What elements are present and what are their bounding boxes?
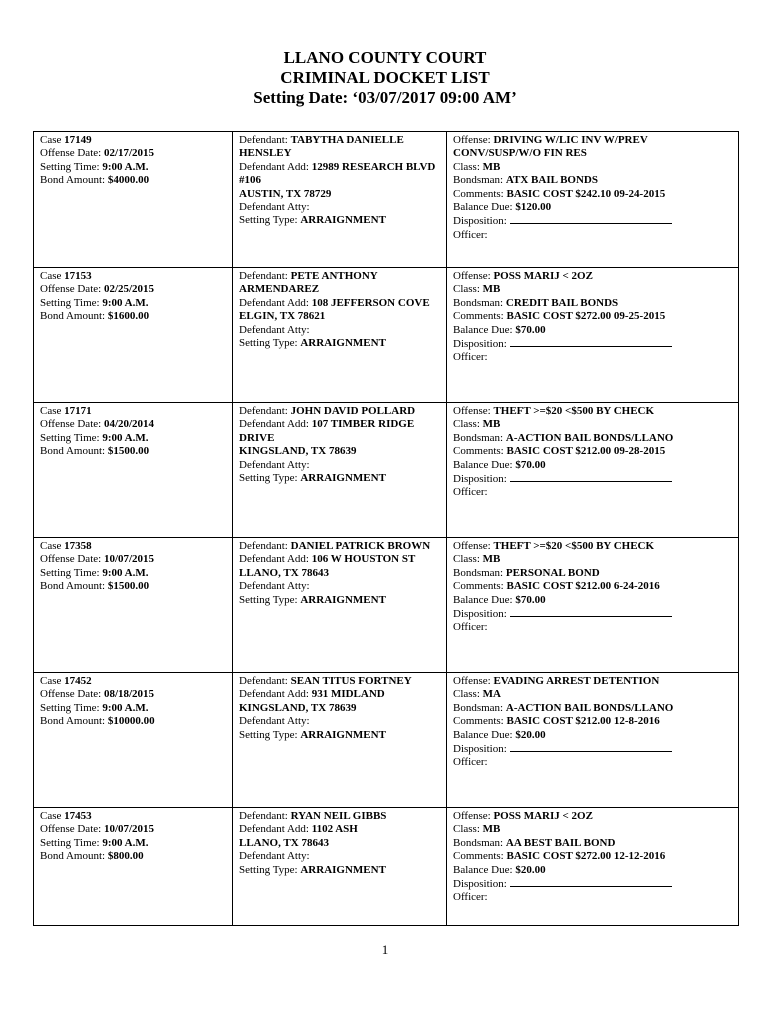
offense-date xyxy=(40,553,227,566)
officer-label: Officer: xyxy=(453,351,488,364)
bond-amount-value: $1500.00 xyxy=(107,445,150,458)
offense-class xyxy=(453,553,733,566)
setting-type-label: Setting Type: xyxy=(239,728,301,741)
balance-due-label: Balance Due: xyxy=(453,201,516,214)
setting-time xyxy=(40,432,227,445)
disposition xyxy=(453,607,733,621)
bondsman-value: AA BEST BAIL BOND xyxy=(505,836,616,849)
comments-value: BASIC COST $272.00 09-25-2015 xyxy=(506,310,666,323)
offense-label: Offense: xyxy=(453,270,494,282)
balance-due-value: $70.00 xyxy=(515,593,546,606)
setting-type xyxy=(239,214,441,227)
offense-date-label: Offense Date: xyxy=(40,553,104,566)
defendant-cell xyxy=(233,673,447,808)
officer xyxy=(453,756,733,769)
defendant-address-value: 106 W HOUSTON ST xyxy=(311,553,416,566)
bond-amount xyxy=(40,850,227,863)
officer-label: Officer: xyxy=(453,228,488,241)
defendant-address-line: ELGIN, TX 78621 xyxy=(239,310,326,323)
case-number xyxy=(40,134,227,147)
bondsman xyxy=(453,174,733,187)
docket-row xyxy=(34,673,739,808)
bond-amount xyxy=(40,445,227,458)
comments-value: BASIC COST $242.10 09-24-2015 xyxy=(506,187,666,200)
defendant-name xyxy=(239,675,441,688)
officer xyxy=(453,486,733,499)
comments xyxy=(453,850,733,863)
comments-value: BASIC COST $272.00 12-12-2016 xyxy=(506,850,666,863)
defendant-atty-label: Defendant Atty: xyxy=(239,850,310,863)
defendant-address-value: 12989 RESEARCH BLVD #106 xyxy=(239,160,436,187)
offense-date xyxy=(40,823,227,836)
defendant-address-line: KINGSLAND, TX 78639 xyxy=(239,701,357,714)
offense-date-label: Offense Date: xyxy=(40,688,104,701)
defendant-name xyxy=(239,810,441,823)
case-number xyxy=(40,270,227,283)
comments-value: BASIC COST $212.00 12-8-2016 xyxy=(506,715,660,728)
bondsman xyxy=(453,837,733,850)
bondsman xyxy=(453,702,733,715)
offense-value: DRIVING W/LIC INV W/PREV CONV/SUSP/W/O FIN RES xyxy=(453,134,648,160)
bond-amount-label: Bond Amount: xyxy=(40,715,108,728)
balance-due-label: Balance Due: xyxy=(453,458,516,471)
disposition-blank xyxy=(510,214,672,224)
docket-title: CRIMINAL DOCKET LIST xyxy=(280,68,490,87)
docket-row xyxy=(34,403,739,538)
docket-row xyxy=(34,808,739,926)
bondsman-label: Bondsman: xyxy=(453,701,506,714)
disposition xyxy=(453,742,733,756)
offense-date-value: 10/07/2015 xyxy=(103,553,155,566)
offense-class-label: Class: xyxy=(453,688,483,701)
defendant-name-label: Defendant: xyxy=(239,810,291,822)
defendant-address-label: Defendant Add: xyxy=(239,823,312,836)
setting-time xyxy=(40,837,227,850)
offense-date xyxy=(40,147,227,160)
offense-class-value: MB xyxy=(482,553,501,566)
case-number-value: 17452 xyxy=(64,675,92,687)
defendant-address xyxy=(239,823,441,836)
offense-class-label: Class: xyxy=(453,160,483,173)
defendant-address xyxy=(239,297,441,310)
offense-class-label: Class: xyxy=(453,823,483,836)
defendant-address-label: Defendant Add: xyxy=(239,418,312,431)
balance-due-label: Balance Due: xyxy=(453,728,516,741)
defendant-address-value: 107 TIMBER RIDGE DRIVE xyxy=(239,418,415,444)
setting-type-label: Setting Type: xyxy=(239,214,301,227)
defendant-name-value: JOHN DAVID POLLARD xyxy=(290,405,416,417)
comments-label: Comments: xyxy=(453,715,507,728)
defendant-address-line: LLANO, TX 78643 xyxy=(239,836,329,849)
setting-date: Setting Date: ‘03/07/2017 09:00 AM’ xyxy=(253,88,517,107)
case-info-cell xyxy=(34,268,233,403)
offense-label: Offense: xyxy=(453,675,494,687)
offense xyxy=(453,270,733,283)
bondsman-value: CREDIT BAIL BONDS xyxy=(505,296,619,309)
case-info-cell xyxy=(34,538,233,673)
defendant-address-line: KINGSLAND, TX 78639 xyxy=(239,445,357,458)
bond-amount-label: Bond Amount: xyxy=(40,580,108,593)
disposition-blank xyxy=(510,742,672,752)
bondsman-label: Bondsman: xyxy=(453,836,506,849)
setting-time-value: 9:00 A.M. xyxy=(102,431,149,444)
balance-due xyxy=(453,324,733,337)
disposition-blank xyxy=(510,607,672,617)
docket-row xyxy=(34,132,739,268)
disposition-label: Disposition: xyxy=(453,338,510,351)
setting-time-label: Setting Time: xyxy=(40,566,103,579)
offense-date-label: Offense Date: xyxy=(40,418,104,431)
bond-amount-label: Bond Amount: xyxy=(40,445,108,458)
offense-date xyxy=(40,688,227,701)
bond-amount-label: Bond Amount: xyxy=(40,174,108,187)
offense-date-value: 02/17/2015 xyxy=(103,147,155,160)
defendant-cell xyxy=(233,808,447,926)
comments-label: Comments: xyxy=(453,445,507,458)
offense-class xyxy=(453,688,733,701)
offense xyxy=(453,540,733,553)
defendant-cell xyxy=(233,403,447,538)
setting-time-label: Setting Time: xyxy=(40,836,103,849)
balance-due-value: $70.00 xyxy=(515,323,546,336)
case-number xyxy=(40,810,227,823)
balance-due xyxy=(453,459,733,472)
offense-cell xyxy=(447,132,739,268)
case-number-label: Case xyxy=(40,405,65,417)
case-number-label: Case xyxy=(40,540,65,552)
officer-label: Officer: xyxy=(453,756,488,769)
setting-time-value: 9:00 A.M. xyxy=(102,836,149,849)
docket-row xyxy=(34,538,739,673)
bondsman-label: Bondsman: xyxy=(453,431,506,444)
defendant-atty xyxy=(239,850,441,863)
disposition xyxy=(453,877,733,891)
offense-class xyxy=(453,418,733,431)
offense-class-value: MB xyxy=(482,160,501,173)
setting-type-value: ARRAIGNMENT xyxy=(300,728,386,741)
disposition-label: Disposition: xyxy=(453,473,510,486)
disposition-label: Disposition: xyxy=(453,608,510,621)
comments xyxy=(453,580,733,593)
disposition xyxy=(453,337,733,351)
setting-time-label: Setting Time: xyxy=(40,431,103,444)
bond-amount xyxy=(40,310,227,323)
defendant-name xyxy=(239,405,441,418)
case-info-cell xyxy=(34,403,233,538)
defendant-address-label: Defendant Add: xyxy=(239,553,312,566)
setting-time-value: 9:00 A.M. xyxy=(102,566,149,579)
offense-cell xyxy=(447,538,739,673)
balance-due-label: Balance Due: xyxy=(453,593,516,606)
offense-cell xyxy=(447,403,739,538)
offense-class xyxy=(453,161,733,174)
offense-date-value: 04/20/2014 xyxy=(103,418,155,431)
defendant-address-label: Defendant Add: xyxy=(239,160,312,173)
balance-due xyxy=(453,729,733,742)
defendant-atty xyxy=(239,580,441,593)
offense-class-value: MB xyxy=(482,823,501,836)
balance-due-label: Balance Due: xyxy=(453,323,516,336)
defendant-name-value: TABYTHA DANIELLE HENSLEY xyxy=(239,134,404,160)
setting-time xyxy=(40,161,227,174)
setting-time-label: Setting Time: xyxy=(40,296,103,309)
defendant-name xyxy=(239,134,441,161)
officer xyxy=(453,621,733,634)
balance-due-value: $70.00 xyxy=(515,458,546,471)
officer xyxy=(453,891,733,904)
setting-type xyxy=(239,337,441,350)
offense-value: EVADING ARREST DETENTION xyxy=(493,675,660,687)
setting-type xyxy=(239,729,441,742)
defendant-address xyxy=(239,418,441,445)
balance-due-label: Balance Due: xyxy=(453,863,516,876)
offense-date xyxy=(40,418,227,431)
offense xyxy=(453,675,733,688)
comments-label: Comments: xyxy=(453,580,507,593)
comments xyxy=(453,445,733,458)
case-number-value: 17171 xyxy=(64,405,92,417)
bondsman-value: A-ACTION BAIL BONDS/LLANO xyxy=(505,701,674,714)
offense-label: Offense: xyxy=(453,810,494,822)
defendant-name-label: Defendant: xyxy=(239,134,291,146)
case-number xyxy=(40,405,227,418)
offense-cell xyxy=(447,673,739,808)
offense-date-value: 08/18/2015 xyxy=(103,688,155,701)
bondsman-value: PERSONAL BOND xyxy=(505,566,600,579)
defendant-atty xyxy=(239,715,441,728)
bond-amount-value: $10000.00 xyxy=(107,715,155,728)
defendant-address-value: 1102 ASH xyxy=(311,823,358,836)
bondsman xyxy=(453,297,733,310)
bond-amount xyxy=(40,715,227,728)
defendant-name-label: Defendant: xyxy=(239,540,291,552)
bondsman-label: Bondsman: xyxy=(453,566,506,579)
officer-label: Officer: xyxy=(453,621,488,634)
comments-value: BASIC COST $212.00 6-24-2016 xyxy=(506,580,660,593)
offense-label: Offense: xyxy=(453,540,494,552)
bond-amount-value: $4000.00 xyxy=(107,174,150,187)
defendant-address-label: Defendant Add: xyxy=(239,688,312,701)
court-title: LLANO COUNTY COURT xyxy=(283,48,487,67)
setting-type-value: ARRAIGNMENT xyxy=(300,593,386,606)
bondsman xyxy=(453,432,733,445)
offense-label: Offense: xyxy=(453,134,494,146)
bond-amount-value: $1600.00 xyxy=(107,310,150,323)
offense-date xyxy=(40,283,227,296)
balance-due-value: $20.00 xyxy=(515,728,546,741)
docket-table xyxy=(33,131,739,926)
setting-type-value: ARRAIGNMENT xyxy=(300,214,386,227)
bondsman-label: Bondsman: xyxy=(453,296,506,309)
bondsman-label: Bondsman: xyxy=(453,174,506,187)
setting-type-label: Setting Type: xyxy=(239,337,301,350)
setting-type xyxy=(239,864,441,877)
balance-due-value: $20.00 xyxy=(515,863,546,876)
offense-class xyxy=(453,823,733,836)
disposition xyxy=(453,472,733,486)
case-number-label: Case xyxy=(40,810,65,822)
comments-value: BASIC COST $212.00 09-28-2015 xyxy=(506,445,666,458)
offense-cell xyxy=(447,268,739,403)
docket-header xyxy=(0,48,770,108)
bond-amount-value: $800.00 xyxy=(107,850,144,863)
officer xyxy=(453,229,733,242)
case-info-cell xyxy=(34,808,233,926)
offense-class-value: MB xyxy=(482,418,501,431)
defendant-atty-label: Defendant Atty: xyxy=(239,323,310,336)
balance-due-value: $120.00 xyxy=(515,201,552,214)
disposition-blank xyxy=(510,877,672,887)
disposition-label: Disposition: xyxy=(453,215,510,228)
bondsman-value: ATX BAIL BONDS xyxy=(505,174,598,187)
offense-cell xyxy=(447,808,739,926)
case-number-value: 17149 xyxy=(64,134,92,146)
case-number-value: 17453 xyxy=(64,810,92,822)
defendant-cell xyxy=(233,538,447,673)
offense-value: THEFT >=$20 <$500 BY CHECK xyxy=(493,405,655,417)
defendant-atty-label: Defendant Atty: xyxy=(239,201,310,214)
defendant-address-value: 108 JEFFERSON COVE xyxy=(311,296,430,309)
offense xyxy=(453,810,733,823)
case-number-label: Case xyxy=(40,270,65,282)
setting-time xyxy=(40,297,227,310)
disposition-label: Disposition: xyxy=(453,743,510,756)
case-number xyxy=(40,675,227,688)
defendant-atty-label: Defendant Atty: xyxy=(239,458,310,471)
page-number: 1 xyxy=(381,942,389,957)
comments xyxy=(453,188,733,201)
disposition-blank xyxy=(510,472,672,482)
setting-type xyxy=(239,472,441,485)
defendant-atty xyxy=(239,459,441,472)
bondsman-value: A-ACTION BAIL BONDS/LLANO xyxy=(505,431,674,444)
bond-amount xyxy=(40,174,227,187)
offense-class-label: Class: xyxy=(453,283,483,296)
comments xyxy=(453,715,733,728)
case-info-cell xyxy=(34,673,233,808)
defendant-address xyxy=(239,553,441,566)
offense-date-value: 02/25/2015 xyxy=(103,283,155,296)
setting-type-label: Setting Type: xyxy=(239,472,301,485)
offense xyxy=(453,134,733,161)
defendant-address-line: AUSTIN, TX 78729 xyxy=(239,187,332,200)
setting-time xyxy=(40,567,227,580)
defendant-atty-label: Defendant Atty: xyxy=(239,715,310,728)
setting-time xyxy=(40,702,227,715)
defendant-name xyxy=(239,270,441,297)
defendant-atty xyxy=(239,324,441,337)
offense-label: Offense: xyxy=(453,405,494,417)
setting-type-value: ARRAIGNMENT xyxy=(300,337,386,350)
officer-label: Officer: xyxy=(453,486,488,499)
defendant-cell xyxy=(233,132,447,268)
case-number xyxy=(40,540,227,553)
defendant-address-value: 931 MIDLAND xyxy=(311,688,385,701)
offense-class-value: MB xyxy=(482,283,501,296)
defendant-name-value: RYAN NEIL GIBBS xyxy=(290,810,387,822)
defendant-atty-label: Defendant Atty: xyxy=(239,580,310,593)
docket-row xyxy=(34,268,739,403)
setting-time-label: Setting Time: xyxy=(40,701,103,714)
case-number-label: Case xyxy=(40,134,65,146)
offense-value: THEFT >=$20 <$500 BY CHECK xyxy=(493,540,655,552)
bond-amount-label: Bond Amount: xyxy=(40,850,108,863)
comments-label: Comments: xyxy=(453,187,507,200)
setting-type-value: ARRAIGNMENT xyxy=(300,472,386,485)
defendant-name-value: DANIEL PATRICK BROWN xyxy=(290,540,431,552)
setting-time-value: 9:00 A.M. xyxy=(102,701,149,714)
setting-type xyxy=(239,594,441,607)
bond-amount-value: $1500.00 xyxy=(107,580,150,593)
offense-date-label: Offense Date: xyxy=(40,147,104,160)
balance-due xyxy=(453,201,733,214)
setting-type-label: Setting Type: xyxy=(239,863,301,876)
offense-class-value: MA xyxy=(482,688,501,701)
offense-date-value: 10/07/2015 xyxy=(103,823,155,836)
officer-label: Officer: xyxy=(453,891,488,904)
setting-time-label: Setting Time: xyxy=(40,160,103,173)
comments-label: Comments: xyxy=(453,850,507,863)
disposition xyxy=(453,214,733,228)
bondsman xyxy=(453,567,733,580)
offense-class xyxy=(453,283,733,296)
setting-time-value: 9:00 A.M. xyxy=(102,160,149,173)
defendant-address-label: Defendant Add: xyxy=(239,296,312,309)
defendant-name xyxy=(239,540,441,553)
offense-value: POSS MARIJ < 2OZ xyxy=(493,810,593,822)
balance-due xyxy=(453,864,733,877)
bond-amount-label: Bond Amount: xyxy=(40,310,108,323)
defendant-address-line: LLANO, TX 78643 xyxy=(239,566,329,579)
case-number-label: Case xyxy=(40,675,65,687)
setting-type-label: Setting Type: xyxy=(239,593,301,606)
setting-time-value: 9:00 A.M. xyxy=(102,296,149,309)
defendant-atty xyxy=(239,201,441,214)
defendant-name-label: Defendant: xyxy=(239,675,291,687)
balance-due xyxy=(453,594,733,607)
offense-date-label: Offense Date: xyxy=(40,823,104,836)
defendant-cell xyxy=(233,268,447,403)
defendant-address xyxy=(239,161,441,188)
defendant-name-value: PETE ANTHONY ARMENDAREZ xyxy=(239,270,378,296)
bond-amount xyxy=(40,580,227,593)
case-number-value: 17358 xyxy=(64,540,92,552)
defendant-name-label: Defendant: xyxy=(239,270,291,282)
offense-date-label: Offense Date: xyxy=(40,283,104,296)
offense xyxy=(453,405,733,418)
case-info-cell xyxy=(34,132,233,268)
comments xyxy=(453,310,733,323)
officer xyxy=(453,351,733,364)
defendant-name-value: SEAN TITUS FORTNEY xyxy=(290,675,412,687)
offense-class-label: Class: xyxy=(453,418,483,431)
offense-value: POSS MARIJ < 2OZ xyxy=(493,270,593,282)
defendant-name-label: Defendant: xyxy=(239,405,291,417)
defendant-address xyxy=(239,688,441,701)
disposition-label: Disposition: xyxy=(453,878,510,891)
case-number-value: 17153 xyxy=(64,270,92,282)
offense-class-label: Class: xyxy=(453,553,483,566)
comments-label: Comments: xyxy=(453,310,507,323)
disposition-blank xyxy=(510,337,672,347)
setting-type-value: ARRAIGNMENT xyxy=(300,863,386,876)
